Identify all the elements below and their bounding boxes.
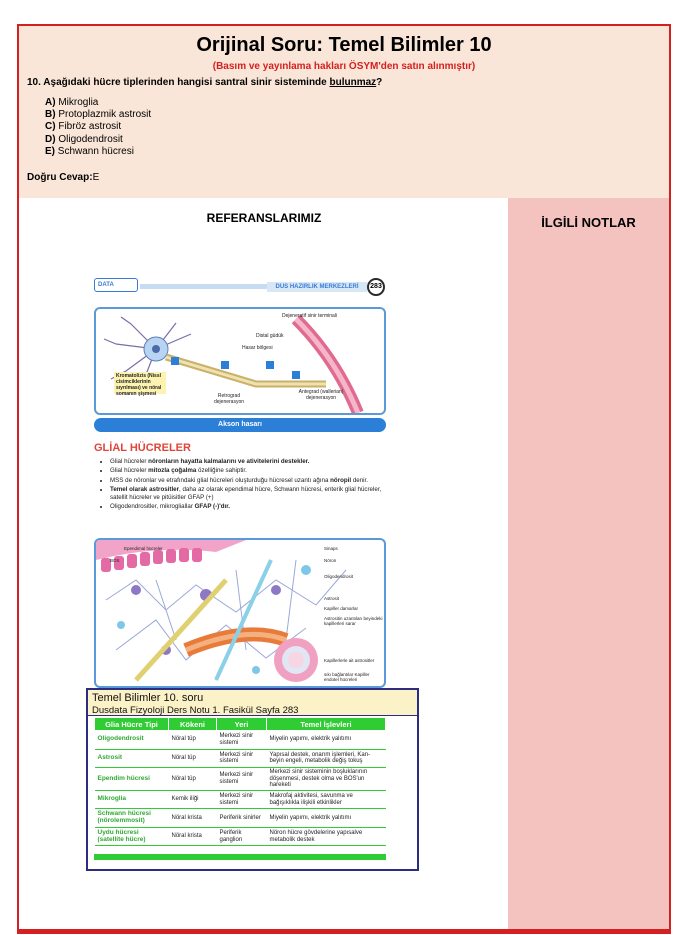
answer-label: Doğru Cevap: [27, 172, 93, 183]
table-header-row [95, 718, 386, 731]
cell-name: Ependim hücresi [95, 768, 169, 791]
cell-origin: Nöral krista [169, 827, 217, 846]
table-row [95, 809, 386, 828]
cell-location: Merkezi sinir sistemi [217, 768, 267, 791]
label-ependim: Ependimal hücreler [124, 546, 163, 551]
cell-location: Periferik sinirler [217, 809, 267, 828]
cell-name: Astrosit [95, 749, 169, 768]
cell-name: Mikroglia [95, 790, 169, 809]
cell-function: Miyelin yapımı, elektrik yalıtımı [267, 731, 386, 750]
question-text [27, 77, 382, 88]
label-noron: Nöron [324, 558, 337, 563]
cell-location: Merkezi sinir sistemi [217, 790, 267, 809]
cell-origin: Nöral tüp [169, 768, 217, 791]
glial-section-title: GLİAL HÜCRELER [94, 442, 191, 454]
table-row [95, 749, 386, 768]
copyright-note: (Basım ve yayınlama hakları ÖSYM'den satın alınmıştır) [212, 61, 476, 72]
table-row [95, 768, 386, 791]
label-retrograd: Retrograd dejenerasyon [213, 393, 245, 405]
cell-function: Nöron hücre gövdelerine yapısalve metabolik destek [267, 827, 386, 846]
cell-function: Makrofaj aktivitesi, savunma ve bağışıklıkla ilişkili etkinlikler [267, 790, 386, 809]
bullet-item: • Glial hücreler mitozla çoğalma özelliğine sahiptir. [110, 467, 394, 475]
option-a: A) Mikroglia [45, 97, 99, 108]
glial-cells-diagram [94, 538, 386, 688]
question-prefix: 10. Aşağıdaki hücre tiplerinden hangisi santral sinir sisteminde [27, 77, 330, 88]
label-kromatoliz: Kromatolizis (Nissl cisimciklerinin sıyrılması) ve nöral somanın şişmesi [116, 373, 162, 397]
bullet-item: • Glial hücreler nöronların hayatta kalmalarını ve ativitelerini destekler. [110, 458, 394, 466]
axon-damage-diagram [94, 307, 386, 415]
bottom-border [17, 929, 671, 933]
answer-value: E [92, 172, 100, 183]
option-b: B) Protoplazmik astrosit [45, 109, 152, 121]
cell-name: Oligodendrosit [95, 731, 169, 750]
related-notes-panel [508, 198, 669, 932]
label-bos: BOS [110, 558, 120, 563]
bullet-item: • MSS de nöronlar ve etrafındaki glial hücreleri oluşturduğu hücresel uzantı ağına nöropil denir. [110, 477, 394, 485]
correct-answer [27, 172, 99, 183]
label-kapiller: Kapiller damarlar [324, 606, 359, 611]
option-c: C) Fibröz astrosit [45, 121, 122, 133]
reference-caption [86, 688, 419, 717]
glial-bullets [104, 458, 394, 513]
bullet-item: • Oligodendrositler, mikrogliallar GFAP (-)'dır. [110, 503, 394, 511]
cell-origin: Nöral krista [169, 809, 217, 828]
label-distal: Distal güdük [256, 333, 284, 339]
references-title: REFERANSLARIMIZ [206, 211, 322, 225]
label-antegrad: Antegrad (wallerian) dejenerasyon [298, 389, 344, 401]
label-kapillerlerle: Kapillerlerle ait astrositler [324, 658, 375, 663]
cell-function: Yapısal destek, onarım işlemleri, Kan-beyin engeli, metabolik değiş tokuş [267, 749, 386, 768]
label-astrosit: Astrosit [324, 596, 340, 601]
table-footer-bar [94, 854, 386, 860]
notes-title: İLGİLİ NOTLAR [541, 215, 636, 230]
option-d: D) Oligodendrosit [45, 133, 123, 145]
cell-location: Merkezi sinir sistemi [217, 749, 267, 768]
col-header: Kökeni [169, 718, 217, 731]
dusdata-logo: DATA [94, 278, 138, 292]
label-sinaps: Sinaps [324, 546, 338, 551]
cell-function: Miyelin yapımı, elektrik yalıtımı [267, 809, 386, 828]
cell-location: Periferik ganglion [217, 827, 267, 846]
question-underlined: bulunmaz [329, 77, 377, 88]
table-row [95, 731, 386, 750]
cell-origin: Kemik iliği [169, 790, 217, 809]
scan-header [92, 278, 388, 296]
cell-function: Merkezi sinir sisteminin boşluklarının döşenmesi, destek olma ve BOS'un hareketi [267, 768, 386, 791]
cell-name: Schwann hücresi (nörolemmosit) [95, 809, 169, 828]
col-header: Yeri [217, 718, 267, 731]
header-label: DUS HAZIRLIK MERKEZLERİ [267, 282, 367, 292]
page-number: 283 [367, 278, 385, 296]
glia-table-panel [86, 716, 419, 871]
label-hasar: Hasar bölgesi [242, 345, 273, 351]
question-box [19, 26, 669, 198]
akson-hasari-banner: Akson hasarı [94, 418, 386, 432]
label-dejeneratif: Dejeneratif sinir terminali [282, 313, 338, 319]
label-astrosit-uzanti: Astrositin uzantıları beyindeki kapillerleri sarar [324, 616, 383, 626]
question-suffix: ? [376, 77, 383, 88]
label-oligodendrosit: Oligodendrosit [324, 574, 354, 579]
glial-illustration [96, 540, 384, 686]
table-row [95, 827, 386, 846]
cell-name: Uydu hücresi (satellite hücre) [95, 827, 169, 846]
page-title: Orijinal Soru: Temel Bilimler 10 [196, 34, 492, 56]
caption-title: Temel Bilimler 10. soru [92, 692, 204, 704]
option-e: E) Schwann hücresi [45, 145, 134, 157]
cell-origin: Nöral tüp [169, 731, 217, 750]
bullet-item: • Temel olarak astrositler, daha az olarak ependimal hücre, Schwann hücresi, enterik glial hücreler, satellit hücreler ve pitüisitler GFAP (+) [110, 486, 394, 503]
caption-source: Dusdata Fizyoloji Ders Notu 1. Fasikül Sayfa 283 [92, 705, 299, 716]
table-row [95, 790, 386, 809]
options-list [45, 97, 151, 158]
label-siki-baglantilar: sıkı bağlantılar Kapiller endotel hücreleri [324, 672, 370, 682]
col-header: Temel İşlevleri [267, 718, 386, 731]
col-header: Glia Hücre Tipi [95, 718, 169, 731]
glia-table [94, 717, 386, 846]
cell-origin: Nöral tüp [169, 749, 217, 768]
cell-location: Merkezi sinir sistemi [217, 731, 267, 750]
